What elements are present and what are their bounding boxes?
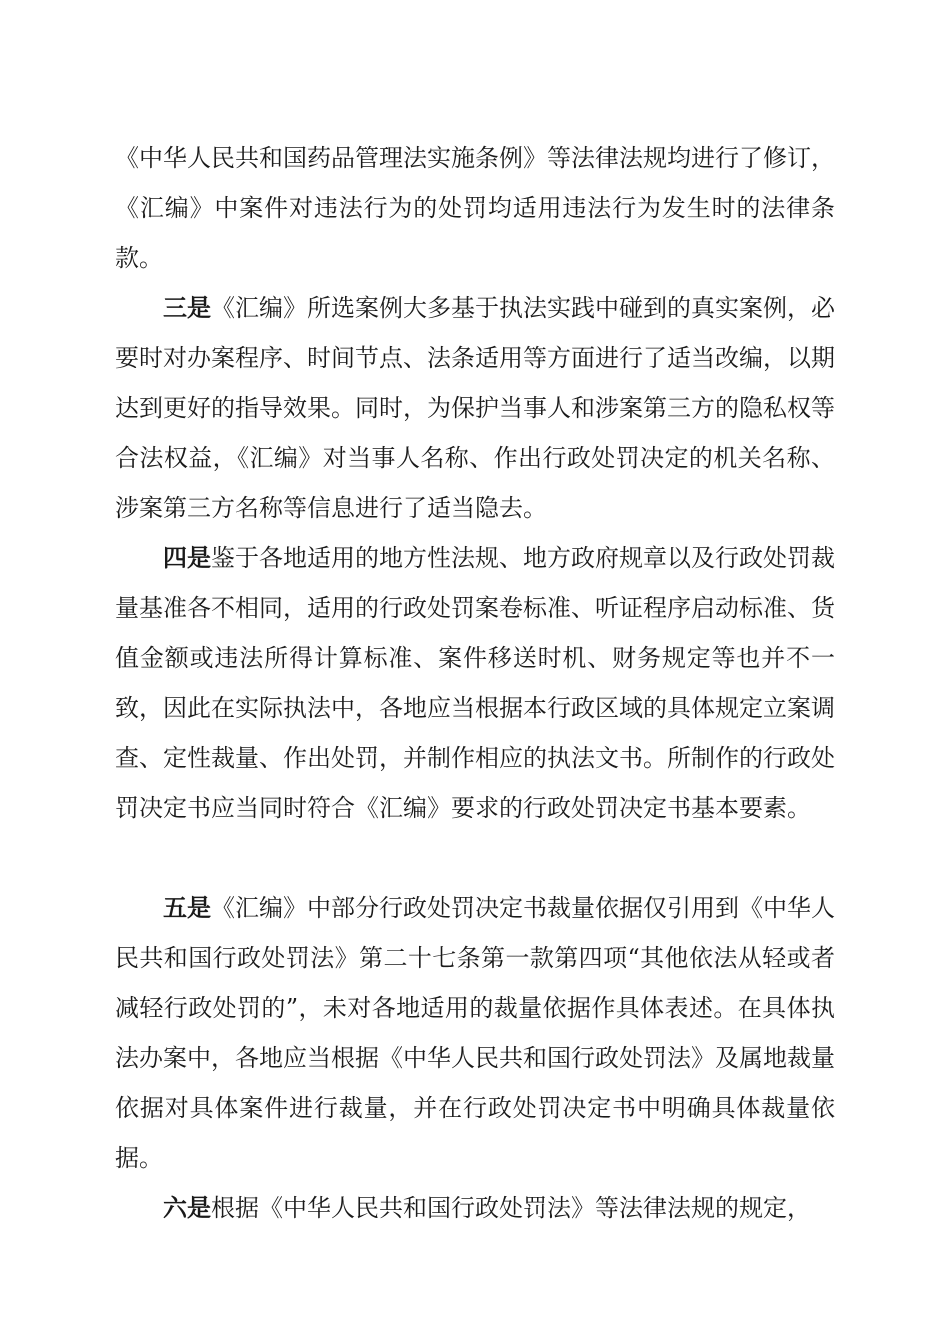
- point-six-paragraph: [115, 1183, 835, 1233]
- point-three-text: 《汇编》所选案例大多基于执法实践中碰到的真实案例，必要时对办案程序、时间节点、法条适用等方面进行了适当改编，以期达到更好的指导效果。同时，为保护当事人和涉案第三方的隐私权等合法权益，《汇编》对当事人名称、作出行政处罚决定的机关名称、涉案第三方名称等信息进行了适当隐去。: [115, 294, 835, 522]
- point-six-lead: 六是: [163, 1194, 211, 1222]
- point-three-paragraph: [115, 283, 835, 533]
- point-four-lead: 四是: [163, 544, 211, 572]
- point-five-lead: 五是: [163, 894, 211, 922]
- point-five-text: 《汇编》中部分行政处罚决定书裁量依据仅引用到《中华人民共和国行政处罚法》第二十七条第一款第四项“其他依法从轻或者减轻行政处罚的”，未对各地适用的裁量依据作具体表述。在具体执法办案中，各地应当根据《中华人民共和国行政处罚法》及属地裁量依据对具体案件进行裁量，并在行政处罚决定书中明确具体裁量依据。: [115, 894, 835, 1172]
- point-five-paragraph: [115, 883, 835, 1183]
- intro-paragraph: 《中华人民共和国药品管理法实施条例》等法律法规均进行了修订，《汇编》中案件对违法行为的处罚均适用违法行为发生时的法律条款。: [115, 144, 835, 272]
- point-three-lead: 三是: [163, 294, 211, 322]
- point-six-text: 根据《中华人民共和国行政处罚法》等法律法规的规定，: [211, 1194, 811, 1222]
- point-four-paragraph: [115, 533, 835, 833]
- point-four-text: 鉴于各地适用的地方性法规、地方政府规章以及行政处罚裁量基准各不相同，适用的行政处罚案卷标准、听证程序启动标准、货值金额或违法所得计算标准、案件移送时机、财务规定等也并不一致，因此在实际执法中，各地应当根据本行政区域的具体规定立案调查、定性裁量、作出处罚，并制作相应的执法文书。所制作的行政处罚决定书应当同时符合《汇编》要求的行政处罚决定书基本要素。: [115, 544, 835, 822]
